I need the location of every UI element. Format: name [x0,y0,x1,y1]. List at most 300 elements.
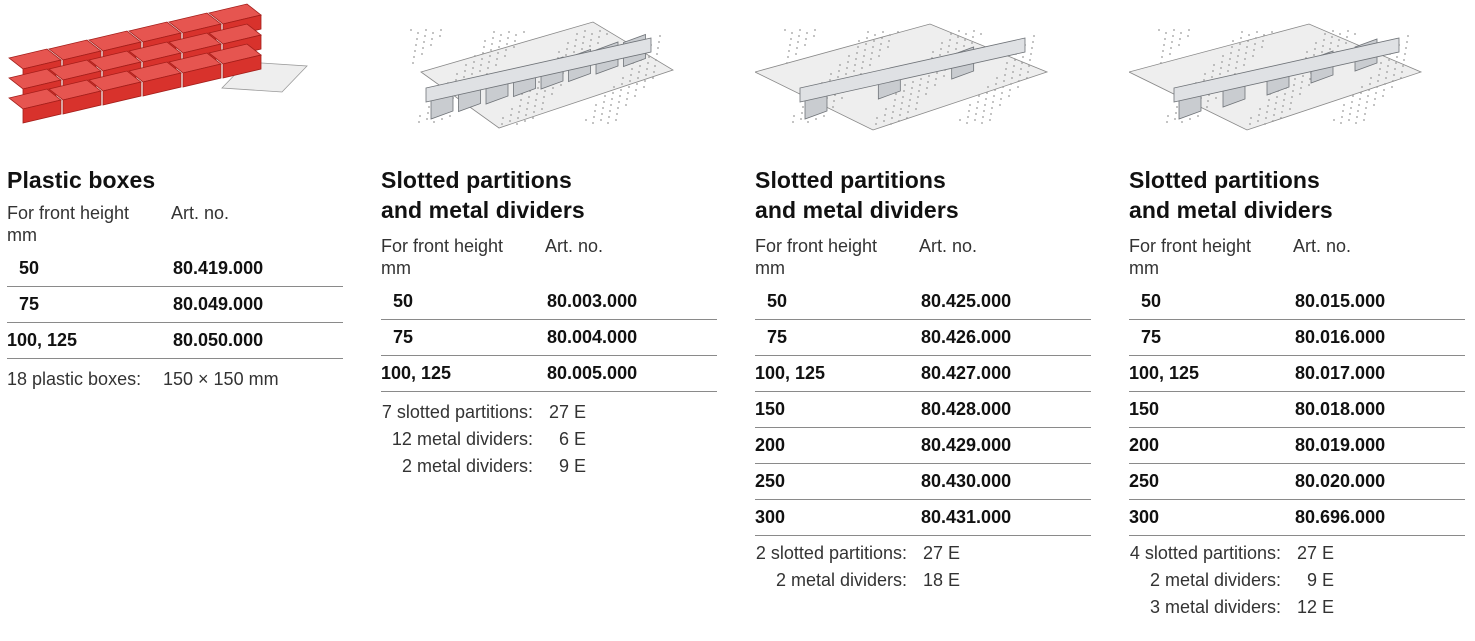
plate-hole [915,108,917,110]
plate-hole [551,93,553,95]
plate-hole [1338,39,1340,41]
plate-hole [890,123,892,125]
plate-hole [848,55,850,57]
plate-hole [484,40,486,42]
table-row [381,356,717,392]
plate-hole [645,74,647,76]
plate-hole [473,61,475,63]
plate-hole [1020,68,1022,70]
plate-hole [590,39,592,41]
plate-hole [1337,45,1339,47]
note-label: 2 metal dividers: [401,456,533,476]
plate-hole [1375,92,1377,94]
note-label: 7 slotted partitions: [381,402,533,422]
notes [7,366,343,393]
plate-hole [882,31,884,33]
plate-hole [465,64,467,66]
plate-hole [853,70,855,72]
plate-hole [1163,44,1165,46]
section-title [755,165,1091,225]
plate-hole [565,54,567,56]
plate-hole [791,32,793,34]
plate-hole [830,73,832,75]
plate-hole [1363,119,1365,121]
plate-hole [902,96,904,98]
plate-hole [1272,120,1274,122]
plate-hole [514,40,516,42]
front-height-cell: 50 [1141,291,1162,311]
plate-hole [1378,74,1380,76]
plate-hole [940,48,942,50]
plate-hole [863,55,865,57]
notes [755,540,1091,594]
height-column-label: For front height mm [755,236,878,278]
plate-hole [1246,46,1248,48]
plate-hole [1289,108,1291,110]
plate-hole [1283,99,1285,101]
plate-hole [789,44,791,46]
plate-hole [1033,35,1035,37]
plate-hole [1000,98,1002,100]
art-no-cell: 80.429.000 [921,435,1012,455]
plate-hole [925,93,927,95]
plate-hole [872,46,874,48]
plate-hole [1396,56,1398,58]
plate-hole [1357,110,1359,112]
plate-hole [1351,101,1353,103]
plate-hole [993,95,995,97]
front-height-cell: 100, 125 [381,363,452,383]
art-no-cell: 80.426.000 [921,327,1012,347]
plate-hole [425,29,427,31]
plate-hole [1395,62,1397,64]
plate-hole [857,46,859,48]
plate-hole [1161,56,1163,58]
plate-hole [501,123,503,125]
plate-hole [1280,117,1282,119]
plate-hole [558,51,560,53]
plate-hole [841,97,843,99]
plate-hole [1324,33,1326,35]
plate-hole [963,45,965,47]
plate-hole [1179,38,1181,40]
plate-hole [620,89,622,91]
plate-hole [1275,102,1277,104]
plate-hole [634,95,636,97]
plate-hole [497,52,499,54]
plate-hole [643,86,645,88]
plate-hole [658,41,660,43]
plate-hole [1404,53,1406,55]
plate-hole [985,98,987,100]
plate-hole [1364,113,1366,115]
plate-hole [996,77,998,79]
plate-hole [1366,101,1368,103]
front-height-cell: 150 [755,399,786,419]
art-no-cell: 80.016.000 [1295,327,1386,347]
plate-hole [1004,74,1006,76]
plate-hole [431,38,433,40]
plate-hole [1181,121,1183,123]
plate-hole [585,119,587,121]
plate-hole [1002,86,1004,88]
note-line [1129,594,1465,621]
plate-hole [1243,64,1245,66]
plate-hole [916,102,918,104]
plate-hole [1167,115,1169,117]
plate-hole [1001,92,1003,94]
plate-hole [510,114,512,116]
plate-hole [629,80,631,82]
plate-hole [611,98,613,100]
plate-hole [876,117,878,119]
plate-hole [1172,35,1174,37]
plate-hole [534,105,536,107]
plate-hole [1346,36,1348,38]
plate-hole [919,84,921,86]
plate-hole [616,113,618,115]
plate-hole [487,67,489,69]
plate-hole [1355,122,1357,124]
plate-hole [832,106,834,108]
plate-hole [430,44,432,46]
plate-hole [1013,65,1015,67]
plate-hole [647,62,649,64]
plate-hole [1028,65,1030,67]
plate-hole [414,50,416,52]
plate-hole [610,104,612,106]
plate-hole [1393,74,1395,76]
plate-hole [488,61,490,63]
plate-hole [636,83,638,85]
plate-hole [862,61,864,63]
plate-hole [950,33,952,35]
plate-hole [990,113,992,115]
plate-hole [509,120,511,122]
plate-hole [861,67,863,69]
plate-hole [1197,115,1199,117]
plate-hole [983,110,985,112]
plate-hole [823,115,825,117]
note-label: 3 metal dividers: [1149,597,1281,617]
plate-hole [910,93,912,95]
plate-hole [1030,53,1032,55]
plate-hole [606,33,608,35]
plate-hole [432,32,434,34]
plate-hole [936,72,938,74]
plate-hole [1257,120,1259,122]
plate-hole [621,83,623,85]
plate-hole [479,70,481,72]
plate-hole [1273,114,1275,116]
plate-hole [1259,108,1261,110]
plate-hole [644,80,646,82]
plate-hole [858,40,860,42]
plate-hole [1352,95,1354,97]
plate-hole [903,90,905,92]
plate-hole [1274,108,1276,110]
art-no-cell: 80.019.000 [1295,435,1386,455]
art-no-cell: 80.419.000 [173,258,264,278]
plate-hole [582,42,584,44]
front-height-cell: 50 [19,258,40,278]
plate-hole [1403,59,1405,61]
plate-hole [1263,34,1265,36]
plate-hole [1253,49,1255,51]
plate-hole [1299,93,1301,95]
plate-hole [909,99,911,101]
art-no-cell: 80.050.000 [173,330,264,350]
table-row [381,284,717,320]
plate-hole [1187,35,1189,37]
height-column-label: For front height mm [381,236,504,278]
plate-hole [982,116,984,118]
plate-hole [639,65,641,67]
plate-hole [581,48,583,50]
plate-hole [974,119,976,121]
table-row [755,500,1091,536]
plate-hole [878,55,880,57]
plate-hole [1180,32,1182,34]
plate-hole [464,70,466,72]
plate-hole [1232,40,1234,42]
note-value: 27 E [548,402,586,422]
plate-hole [659,35,661,37]
plate-hole [1003,80,1005,82]
plate-hole [533,111,535,113]
plate-hole [410,29,412,31]
plate-hole [1388,59,1390,61]
plate-hole [1358,104,1360,106]
plate-hole [500,34,502,36]
front-height-cell: 100, 125 [7,330,78,350]
plate-hole [506,43,508,45]
plate-hole [607,122,609,124]
plate-hole [1188,29,1190,31]
note-value: 12 E [1296,597,1334,617]
plate-hole [965,33,967,35]
plate-hole [1258,114,1260,116]
plate-hole [519,105,521,107]
plate-hole [525,114,527,116]
plate-hole [943,75,945,77]
title-line: Plastic boxes [7,167,156,193]
plate-hole [1365,107,1367,109]
plate-hole [415,44,417,46]
plate-hole [1248,34,1250,36]
plate-hole [1384,83,1386,85]
plate-hole [598,36,600,38]
plate-hole [1009,89,1011,91]
plate-hole [932,51,934,53]
plate-hole [898,120,900,122]
plate-hole [523,31,525,33]
plate-hole [439,35,441,37]
plate-hole [1369,83,1371,85]
plate-hole [1315,42,1317,44]
plate-hole [971,42,973,44]
section-title [1129,165,1465,225]
plate-hole [1377,80,1379,82]
plate-hole [601,113,603,115]
plate-hole [1271,31,1273,33]
plate-hole [894,99,896,101]
plate-hole [1229,58,1231,60]
article-table [381,284,717,392]
plate-hole [574,45,576,47]
front-height-cell: 75 [393,327,414,347]
height-column-label: For front height mm [7,203,130,245]
plate-hole [1382,95,1384,97]
plate-hole [1383,89,1385,91]
art-no-cell: 80.018.000 [1295,399,1386,419]
plate-hole [880,43,882,45]
plate-hole [994,89,996,91]
art-column-label: Art. no. [171,203,230,223]
plate-hole [987,86,989,88]
plate-hole [495,64,497,66]
plate-hole [1005,68,1007,70]
plate-hole [603,101,605,103]
plate-hole [504,55,506,57]
plate-hole [1166,121,1168,123]
plate-hole [1235,67,1237,69]
plate-hole [1240,37,1242,39]
table-row [755,320,1091,356]
plate-hole [1017,86,1019,88]
plate-hole [1169,53,1171,55]
plate-hole [1268,99,1270,101]
plate-hole [595,104,597,106]
front-height-cell: 300 [1129,507,1160,527]
plate-hole [895,93,897,95]
plate-hole [793,115,795,117]
front-height-cell: 300 [755,507,786,527]
plate-hole [1262,40,1264,42]
plate-hole [1250,117,1252,119]
plate-hole [908,105,910,107]
plate-hole [654,65,656,67]
plate-hole [472,67,474,69]
note-label: 18 plastic boxes: [7,369,142,389]
plate-hole [1294,78,1296,80]
plate-hole [1173,29,1175,31]
table-row [7,323,343,359]
plate-hole [499,40,501,42]
plate-hole [1392,80,1394,82]
plate-hole [527,102,529,104]
note-value: 150 × 150 mm [163,369,279,389]
note-label: 2 slotted partitions: [755,543,907,563]
plate-hole [991,107,993,109]
plate-hole [1386,71,1388,73]
plate-hole [1314,48,1316,50]
front-height-cell: 150 [1129,399,1160,419]
plate-hole [1029,59,1031,61]
plate-hole [646,68,648,70]
plate-hole [788,50,790,52]
plate-hole [911,87,913,89]
plate-hole [1213,64,1215,66]
plate-hole [433,121,435,123]
plate-hole [1236,61,1238,63]
plate-hole [790,38,792,40]
front-height-cell: 200 [1129,435,1160,455]
plate-hole [608,116,610,118]
plate-hole [1323,39,1325,41]
plate-hole [597,42,599,44]
table-row [1129,464,1465,500]
title-line: and metal dividers [1129,197,1333,223]
note-label: 4 slotted partitions: [1129,543,1281,563]
plate-hole [1282,105,1284,107]
plate-hole [463,76,465,78]
plate-hole [839,64,841,66]
table-row [7,251,343,287]
plate-hole [955,48,957,50]
plate-hole [1174,118,1176,120]
plate-hole [1006,62,1008,64]
plate-hole [986,92,988,94]
plate-hole [615,119,617,121]
plate-hole [884,114,886,116]
plate-hole [1385,77,1387,79]
plate-hole [1176,106,1178,108]
plate-hole [1308,84,1310,86]
plate-hole [1164,38,1166,40]
plate-hole [567,42,569,44]
plate-hole [995,83,997,85]
plate-hole [802,106,804,108]
art-column-label: Art. no. [919,236,978,256]
plate-hole [964,39,966,41]
plate-hole [1342,110,1344,112]
plate-hole [1405,47,1407,49]
plate-hole [538,81,540,83]
plate-hole [967,116,969,118]
note-line [755,540,1091,567]
plate-hole [513,46,515,48]
plate-hole [1011,77,1013,79]
plate-hole [797,41,799,43]
plate-hole [1219,73,1221,75]
note-value: 9 E [1306,570,1334,590]
plate-hole [541,108,543,110]
notes [1129,540,1465,621]
plate-hole [1267,105,1269,107]
plate-hole [489,55,491,57]
plate-hole [899,114,901,116]
note-line [1129,567,1465,594]
plate-hole [934,84,936,86]
plate-hole [869,64,871,66]
plate-hole [799,29,801,31]
plate-hole [532,117,534,119]
plate-hole [471,73,473,75]
plate-hole [972,36,974,38]
plate-hole [926,87,928,89]
plate-hole [1207,100,1209,102]
plate-hole [800,118,802,120]
plate-hole [1252,55,1254,57]
plate-hole [1360,92,1362,94]
table-row [755,284,1091,320]
plate-hole [1293,84,1295,86]
plate-hole [949,39,951,41]
plate-hole [1368,89,1370,91]
plate-hole [1341,116,1343,118]
plate-hole [920,78,922,80]
